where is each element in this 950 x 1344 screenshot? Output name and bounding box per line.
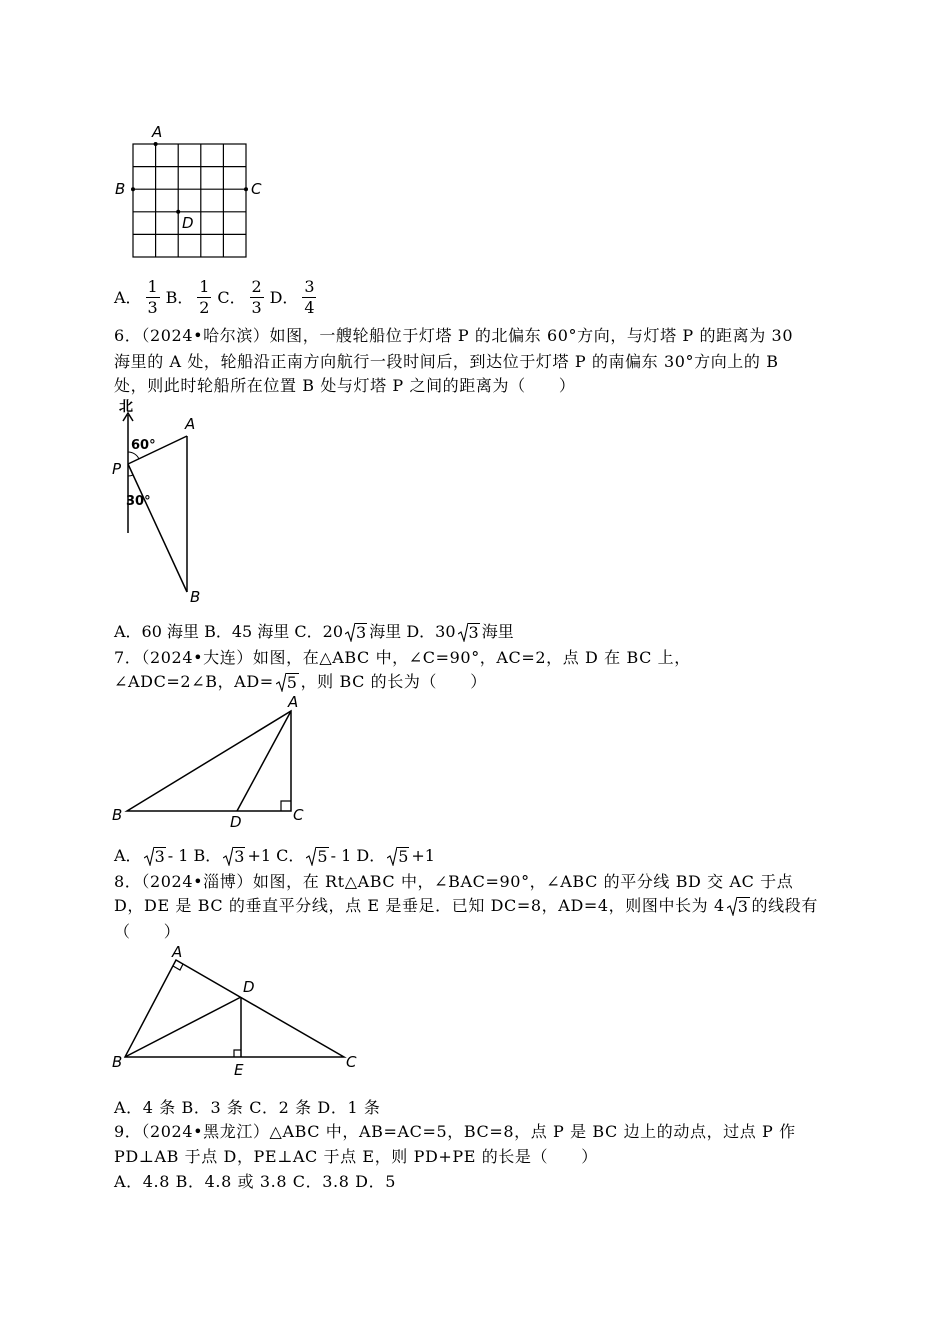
north-label: 北 [119, 399, 133, 415]
q7-option-a-sqrt [144, 846, 166, 866]
q6-option-c-unit: 海里 [369, 622, 402, 641]
q8-stem-line1: 8．（2024•淄博）如图，在 Rt△ABC 中，∠BAC=90°，∠ABC 的平分线 BD 交 AC 于点 [114, 872, 794, 891]
q7-triangle-figure [110, 692, 310, 832]
q6-options [114, 622, 514, 642]
numerator: 3 [304, 277, 315, 296]
q9-stem-line1: 9．（2024•黑龙江）△ABC 中，AB=AC=5，BC=8，点 P 是 BC 边上的动点，过点 P 作 [114, 1122, 796, 1141]
q7-option-c-tail: - 1 [330, 846, 352, 865]
q6-option-c-letter: C． [294, 622, 323, 641]
label-b: B [190, 588, 201, 606]
point-a [154, 142, 158, 146]
q9-stem-line2: PD⊥AB 于点 D，PE⊥AC 于点 E，则 PD+PE 的长是（ ） [114, 1147, 598, 1166]
q5-option-c-letter: C． [217, 287, 246, 307]
q8-triangle-figure [110, 940, 370, 1080]
q8-stem-line2-tail: 的线段有 [751, 896, 818, 915]
q7-option-d-sqrt [387, 846, 409, 866]
q8-stem-line3: （ ） [114, 922, 181, 941]
q7-stem-line1: 7．（2024•大连）如图，在△ABC 中，∠C=90°，AC=2，点 D 在 BC 上， [114, 648, 691, 667]
q9-options: A．4.8 B．4.8 或 3.8 C．3.8 D．5 [114, 1172, 396, 1191]
label-d: D [230, 813, 242, 831]
q5-option-a-letter: A． [114, 287, 142, 307]
q6-option-d-letter: D． [406, 622, 436, 641]
q5-option-c-fraction [250, 278, 264, 317]
point-c [244, 187, 248, 191]
radicand: 5 [286, 673, 298, 692]
numerator: 1 [199, 277, 210, 296]
label-b: B [112, 1053, 123, 1071]
label-a: A [172, 943, 183, 961]
angle-60-label: 60° [131, 438, 156, 453]
denominator: 4 [304, 298, 315, 317]
q6-option-d-sqrt [458, 622, 480, 642]
q7-stem-line2-tail: ，则 BC 的长为（ ） [300, 672, 487, 691]
q8-stem-sqrt [727, 896, 750, 916]
q6-lighthouse-figure [110, 396, 220, 608]
q6-option-d-coef: 30 [435, 622, 456, 641]
q6-stem-line3: 处，则此时轮船所在位置 B 处与灯塔 P 之间的距离为（ ） [114, 376, 576, 395]
radicand: 3 [154, 847, 165, 866]
q8-stem-line2 [114, 896, 818, 916]
radicand: 5 [398, 847, 409, 866]
q7-stem-line2 [114, 672, 487, 692]
angle-30-label: 30° [126, 494, 151, 509]
q8-options: A．4 条 B．3 条 C．2 条 D．1 条 [114, 1098, 381, 1117]
q6-stem-line2: 海里的 A 处，轮船沿正南方向航行一段时间后，到达位于灯塔 P 的南偏东 30°方向上的 B [114, 352, 779, 371]
q6-option-d-unit: 海里 [481, 622, 514, 641]
q7-stem-line2-text: ∠ADC=2∠B，AD= [114, 672, 274, 691]
q7-option-c-sqrt [306, 846, 328, 866]
label-b: B [112, 806, 123, 824]
q7-option-d-letter: D． [356, 846, 386, 865]
q7-option-c-letter: C． [276, 846, 305, 865]
label-a: A [152, 123, 163, 141]
q6-option-a: A．60 海里 [114, 622, 200, 641]
q6-option-c-coef: 20 [322, 622, 344, 641]
q6-option-c-sqrt [345, 622, 367, 642]
q7-option-b-sqrt [223, 846, 245, 866]
q7-option-b-letter: B． [193, 846, 222, 865]
radicand: 5 [317, 847, 328, 866]
q6-option-b: B．45 海里 [204, 622, 290, 641]
numerator: 1 [147, 277, 158, 296]
label-d: D [243, 978, 255, 996]
denominator: 3 [147, 298, 158, 317]
label-a: A [288, 693, 299, 711]
q6-stem-line1: 6．（2024•哈尔滨）如图，一艘轮船位于灯塔 P 的北偏东 60°方向，与灯塔 P 的距离为 30 [114, 326, 794, 345]
q5-grid-figure [110, 122, 270, 262]
q8-stem-line2-text: D，DE 是 BC 的垂直平分线，点 E 是垂足．已知 DC=8，AD=4，则图中长为 4 [114, 896, 725, 915]
q5-option-d-letter: D． [269, 287, 299, 307]
q7-option-d-tail: +1 [411, 846, 435, 865]
label-c: C [251, 180, 262, 198]
point-b [131, 187, 135, 191]
radicand: 3 [234, 847, 245, 866]
label-c: C [293, 806, 304, 824]
radicand: 3 [356, 623, 367, 642]
q5-option-b-fraction [197, 278, 211, 317]
radicand: 3 [737, 897, 749, 916]
label-p: P [112, 460, 122, 478]
label-e: E [234, 1061, 244, 1079]
q7-stem-sqrt [276, 672, 299, 692]
q7-option-a-tail: - 1 [167, 846, 189, 865]
label-d: D [182, 214, 194, 232]
label-a: A [185, 415, 196, 433]
q5-option-d-fraction [302, 278, 316, 317]
q7-options [114, 846, 435, 866]
q7-option-b-tail: +1 [247, 846, 272, 865]
q5-options [114, 278, 322, 317]
q7-option-a-letter: A． [114, 846, 142, 865]
label-c: C [346, 1053, 357, 1071]
denominator: 2 [199, 298, 210, 317]
denominator: 3 [251, 298, 262, 317]
numerator: 2 [251, 277, 262, 296]
q5-option-b-letter: B． [165, 287, 194, 307]
point-d [176, 210, 180, 214]
q5-option-a-fraction [146, 278, 160, 317]
radicand: 3 [468, 623, 479, 642]
label-b: B [115, 180, 126, 198]
